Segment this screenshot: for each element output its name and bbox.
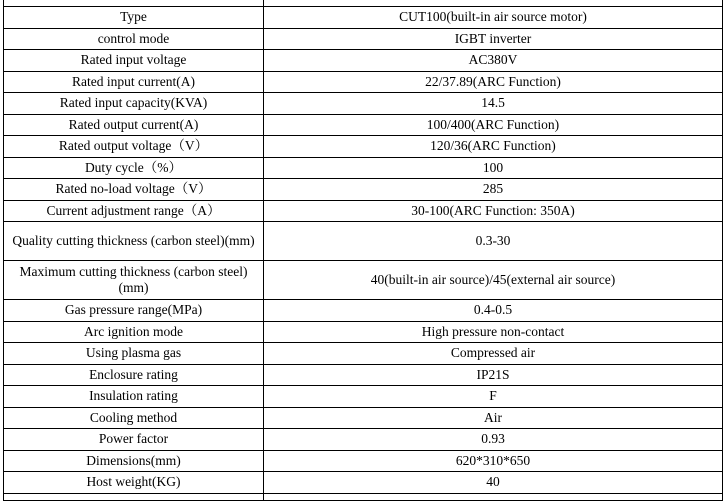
value-cell: F [264,386,723,408]
param-cell: Quality cutting thickness (carbon steel)(mm) [4,222,264,261]
param-cell: Using plasma gas [4,343,264,365]
table-row [4,136,723,158]
param-cell: Insulation rating [4,386,264,408]
table-row [4,200,723,222]
param-cell: Current adjustment range（A） [4,200,264,222]
value-cell: 40 [264,472,723,494]
value-cell: Compressed air [264,343,723,365]
param-cell: Rated output current(A) [4,114,264,136]
table-row-partial-bottom [4,493,723,500]
table-row [4,364,723,386]
table-row [4,407,723,429]
table-row [4,50,723,72]
table-row [4,472,723,494]
value-cell: 285 [264,179,723,201]
value-cell: 0.4-0.5 [264,300,723,322]
value-cell: 0.3-30 [264,222,723,261]
specifications-table [3,0,723,501]
value-cell: 0.93 [264,429,723,451]
value-cell: 22/37.89(ARC Function) [264,71,723,93]
param-cell: Power factor [4,429,264,451]
param-cell: control mode [4,28,264,50]
value-cell: High pressure non-contact [264,321,723,343]
param-cell: Host weight(KG) [4,472,264,494]
table-row [4,114,723,136]
table-row [4,71,723,93]
value-cell: 40(built-in air source)/45(external air source) [264,261,723,300]
value-cell: 30-100(ARC Function: 350A) [264,200,723,222]
value-cell: IP21S [264,364,723,386]
table-row [4,321,723,343]
param-cell: Rated input capacity(KVA) [4,93,264,115]
table-row [4,222,723,261]
table-cell-empty [264,493,723,500]
table-row [4,343,723,365]
value-cell: 100/400(ARC Function) [264,114,723,136]
value-cell: Air [264,407,723,429]
value-cell: 100 [264,157,723,179]
table-row [4,179,723,201]
param-cell: Arc ignition mode [4,321,264,343]
value-cell: CUT100(built-in air source motor) [264,7,723,29]
table-row [4,93,723,115]
table-row [4,300,723,322]
param-cell: Rated input voltage [4,50,264,72]
value-cell: 14.5 [264,93,723,115]
table-row [4,28,723,50]
param-cell: Maximum cutting thickness (carbon steel)(mm) [4,261,264,300]
table-row [4,450,723,472]
table-row [4,157,723,179]
param-cell: Type [4,7,264,29]
table-row [4,429,723,451]
param-cell: Duty cycle（%） [4,157,264,179]
param-cell: Gas pressure range(MPa) [4,300,264,322]
param-cell: Rated input current(A) [4,71,264,93]
table-row [4,386,723,408]
table-row [4,261,723,300]
table-row [4,7,723,29]
param-cell: Rated output voltage（V） [4,136,264,158]
param-cell: Rated no-load voltage（V） [4,179,264,201]
param-cell: Enclosure rating [4,364,264,386]
value-cell: AC380V [264,50,723,72]
table-cell-empty [4,493,264,500]
value-cell: 120/36(ARC Function) [264,136,723,158]
value-cell: 620*310*650 [264,450,723,472]
value-cell: IGBT inverter [264,28,723,50]
param-cell: Dimensions(mm) [4,450,264,472]
param-cell: Cooling method [4,407,264,429]
